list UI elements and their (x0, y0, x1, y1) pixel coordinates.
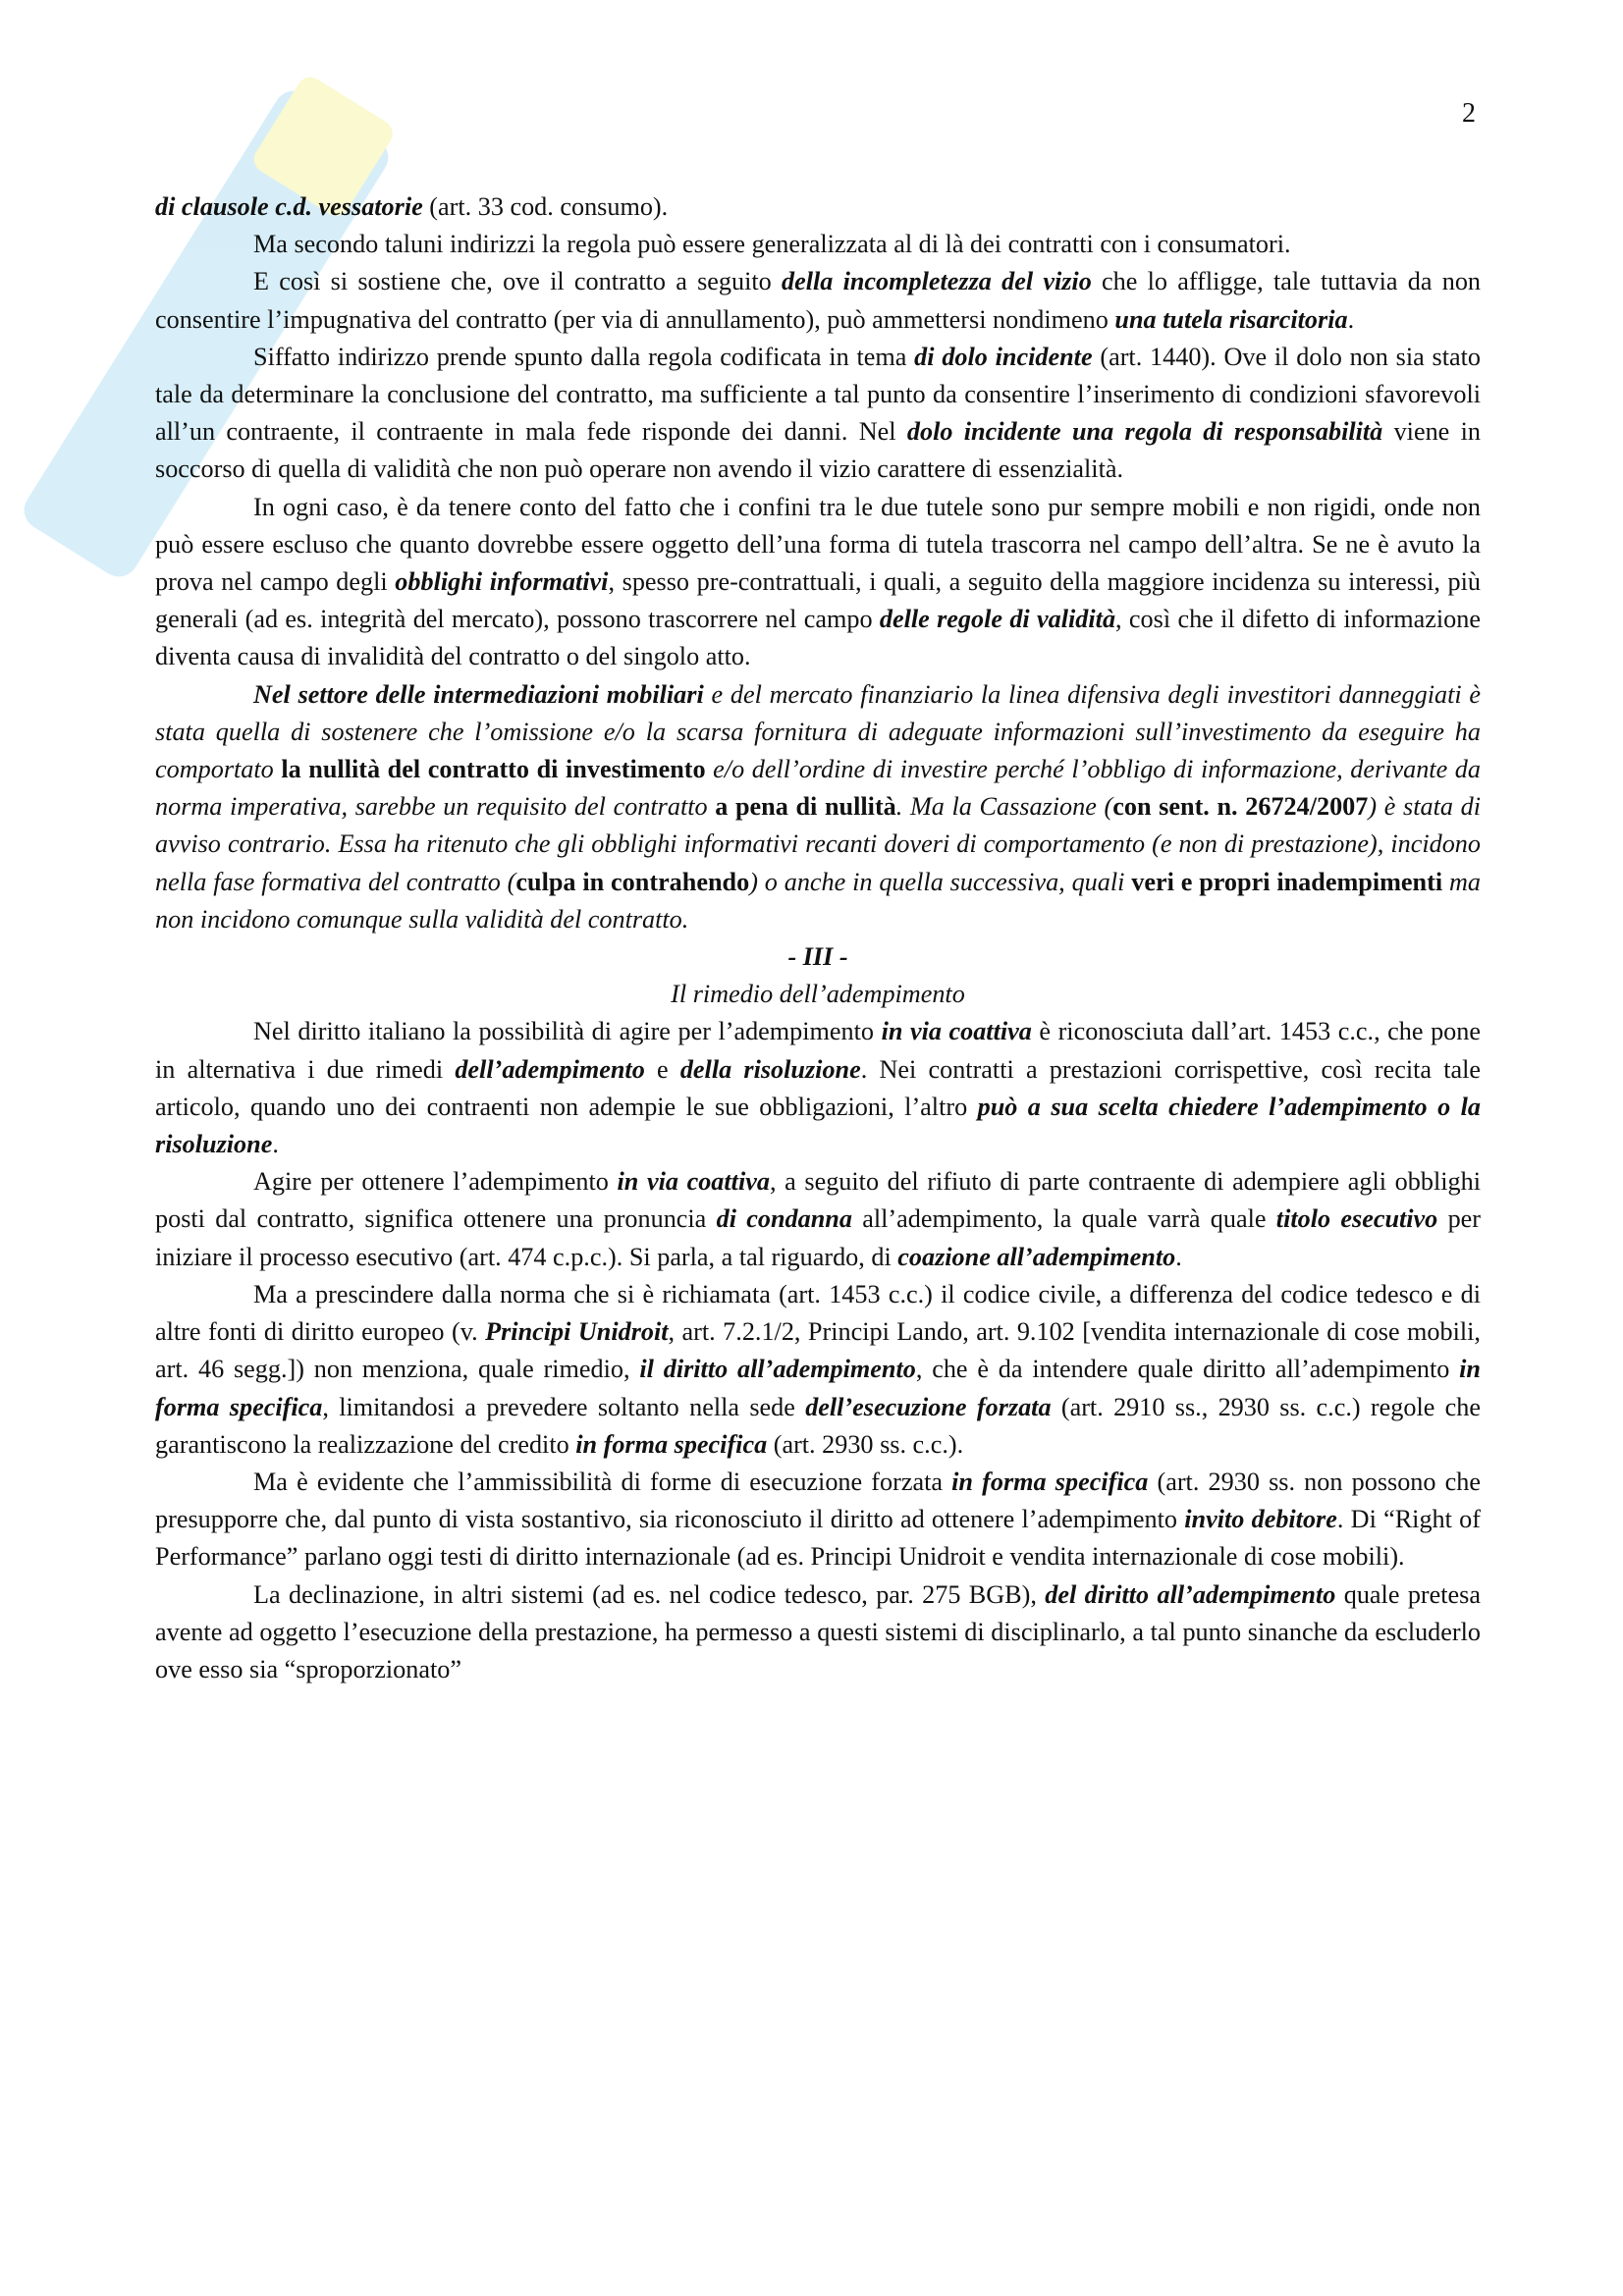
text-run: è riconosciuta dall’art. 1453 c.c., che pone in alternativa i due rimedi (155, 1017, 1481, 1084)
text-run: . Nei contratti a prestazioni corrispettive, così recita tale articolo, quando uno dei contraenti non adempie le sue obbligazioni, l’altro (155, 1054, 1482, 1121)
text-run: Siffatto indirizzo prende spunto dalla regola codificata in tema (253, 342, 915, 371)
text-run: coazione all’adempimento (897, 1242, 1176, 1271)
text-run: in via coattiva (617, 1167, 770, 1197)
text-run: dolo incidente una regola di responsabilità (906, 417, 1383, 447)
text-run: ) è stata di avviso contrario. Essa ha ritenuto che gli obblighi informativi recanti doveri di comportamento (e non di prestazione), incidono nella fase formativa del contratto ( (155, 792, 1481, 896)
text-run: viene in soccorso di quella di validità che non può operare non avendo il vizio carattere di essenzialità. (155, 417, 1481, 484)
text-run: , che è da intendere quale diritto all’adempimento (915, 1355, 1460, 1384)
text-run: La declinazione, in altri sistemi (ad es. nel codice tedesco, par. 275 BGB), (253, 1579, 1046, 1609)
text-run: veri e propri inadempimenti (1131, 867, 1443, 896)
page-number: 2 (1462, 98, 1476, 129)
text-run: , a seguito del rifiuto di parte contraente di adempiere agli obblighi posti dal contratto, significa ottenere una pronuncia (155, 1167, 1481, 1234)
paragraphs-part-1 (155, 188, 1481, 938)
paragraph (155, 1576, 1481, 1689)
paragraph (155, 226, 1481, 263)
text-run: per iniziare il processo esecutivo (art. 474 c.p.c.). Si parla, a tal riguardo, di (155, 1204, 1482, 1271)
text-run: . (1175, 1242, 1182, 1271)
paragraph (155, 339, 1481, 489)
paragraph (155, 1464, 1481, 1576)
text-run: (art. 1440). Ove il dolo non sia stato tale da determinare la conclusione del contratto, ma sufficiente a tal punto da consentire l’inserimento di condizioni sfavorevoli all’un contraente, il contraente in mala fede risponde dei danni. Nel (155, 342, 1481, 447)
text-run: ma non incidono comunque sulla validità del contratto. (155, 867, 1481, 934)
paragraph (155, 1013, 1481, 1163)
text-run: il diritto all’adempimento (639, 1355, 916, 1384)
section-title: Il rimedio dell’adempimento (671, 980, 965, 1009)
text-run: del diritto all’adempimento (1045, 1579, 1336, 1609)
text-run: (art. 2910 ss., 2930 ss. c.c.) regole che garantiscono la realizzazione del credito (155, 1392, 1482, 1459)
text-run: . (1347, 304, 1355, 334)
text-run: in forma specifica (155, 1355, 1481, 1421)
text-run: Principi Unidroit (485, 1317, 669, 1347)
text-run: Nel settore delle intermediazioni mobiliari (253, 679, 704, 709)
text-run: che lo affligge, tale tuttavia da non consentire l’impugnativa del contratto (per via di annullamento), può ammettersi nondimeno (155, 267, 1482, 334)
text-run: all’adempimento, la quale varrà quale (851, 1204, 1276, 1234)
text-run: culpa in contrahendo (515, 867, 750, 896)
text-run: Agire per ottenere l’adempimento (253, 1167, 618, 1197)
text-run: . Ma la Cassazione ( (895, 792, 1113, 822)
text-run: , così che il difetto di informazione diventa causa di invalidità del contratto o del singolo atto. (155, 605, 1481, 671)
text-run: dell’adempimento (455, 1054, 645, 1084)
text-run: della incompletezza del vizio (781, 267, 1092, 296)
text-run: , spesso pre-contrattuali, i quali, a seguito della maggiore incidenza su interessi, più generali (ad es. integrità del mercato), possono trascorrere nel campo (155, 567, 1481, 634)
text-run: invito debitore (1184, 1505, 1337, 1534)
text-run: (art. 2930 ss. c.c.). (767, 1429, 964, 1459)
section-number: - III - (787, 942, 848, 972)
text-run: , limitandosi a prevedere soltanto nella sede (322, 1392, 806, 1421)
text-run: titolo esecutivo (1275, 1204, 1438, 1234)
text-run: in via coattiva (881, 1017, 1032, 1046)
text-run: in forma specifica (951, 1467, 1149, 1496)
text-run: In ogni caso, è da tenere conto del fatto che i confini tra le due tutele sono pur sempre mobili e non rigidi, onde non può essere escluso che quanto dovrebbe essere oggetto dell’una forma di tutela trascorra nel campo dell’altra. Se ne è avuto la prova nel campo degli (155, 492, 1481, 597)
text-run: e del mercato finanziario la linea difensiva degli investitori danneggiati è stata quella di sostenere che l’omissione e/o la scarsa fornitura di adeguate informazioni sull’investimento da eseguire ha comportato (155, 679, 1481, 784)
text-run: Nel diritto italiano la possibilità di agire per l’adempimento (253, 1017, 882, 1046)
paragraph (155, 676, 1481, 938)
text-run: quale pretesa avente ad oggetto l’esecuzione della prestazione, ha permesso a questi sistemi di disciplinarlo, a tal punto sinanche da escluderlo ove esso sia “sproporzionato” (155, 1579, 1481, 1683)
text-run: (art. 33 cod. consumo). (422, 192, 669, 221)
paragraphs-part-2 (155, 1013, 1481, 1688)
text-run: ) o anche in quella successiva, quali (749, 867, 1132, 896)
text-run: può a sua scelta chiedere l’adempimento o la risoluzione (155, 1092, 1481, 1159)
text-run: a pena di nullità (715, 792, 896, 822)
text-run: di condanna (716, 1204, 852, 1234)
text-run: Ma è evidente che l’ammissibilità di forme di esecuzione forzata (253, 1467, 952, 1496)
text-run: in forma specifica (575, 1429, 768, 1459)
paragraph (155, 188, 1481, 226)
text-run: e/o dell’ordine di investire perché l’obbligo di informazione, derivante da norma imperativa, sarebbe un requisito del contratto (155, 755, 1481, 822)
text-run: dell’esecuzione forzata (805, 1392, 1052, 1421)
text-run: la nullità del contratto di investimento (281, 755, 706, 784)
text-run: . (272, 1130, 279, 1159)
text-run: (art. 2930 ss. non possono che presupporre che, dal punto di vista sostantivo, sia riconosciuto il diritto ad ottenere l’adempimento (155, 1467, 1481, 1534)
text-run: Ma a prescindere dalla norma che si è richiamata (art. 1453 c.c.) il codice civile, a differenza del codice tedesco e di altre fonti di diritto europeo (v. (155, 1279, 1481, 1347)
body-text (155, 188, 1481, 1688)
text-run: e (644, 1054, 680, 1084)
text-run: una tutela risarcitoria (1114, 304, 1348, 334)
paragraph (155, 489, 1481, 676)
text-run: Ma secondo taluni indirizzi la regola può essere generalizzata al di là dei contratti con i consumatori. (253, 230, 1291, 259)
paragraph (155, 263, 1481, 338)
text-run: E così si sostiene che, ove il contratto a seguito (253, 267, 782, 296)
text-run: delle regole di validità (879, 605, 1116, 634)
text-run: obblighi informativi (395, 567, 609, 597)
text-run: della risoluzione (679, 1054, 861, 1084)
text-run: con sent. n. 26724/2007 (1112, 792, 1369, 822)
paragraph (155, 1163, 1481, 1276)
text-run: , art. 7.2.1/2, Principi Lando, art. 9.102 [vendita internazionale di cose mobili, art. 46 segg.]) non menziona, quale rimedio, (155, 1317, 1481, 1384)
text-run: . Di “Right of Performance” parlano oggi testi di diritto internazionale (ad es. Principi Unidroit e vendita internazionale di cose mobili). (155, 1505, 1481, 1572)
paragraph (155, 1276, 1481, 1464)
text-run: di clausole c.d. vessatorie (155, 192, 423, 221)
text-run: di dolo incidente (914, 342, 1093, 371)
